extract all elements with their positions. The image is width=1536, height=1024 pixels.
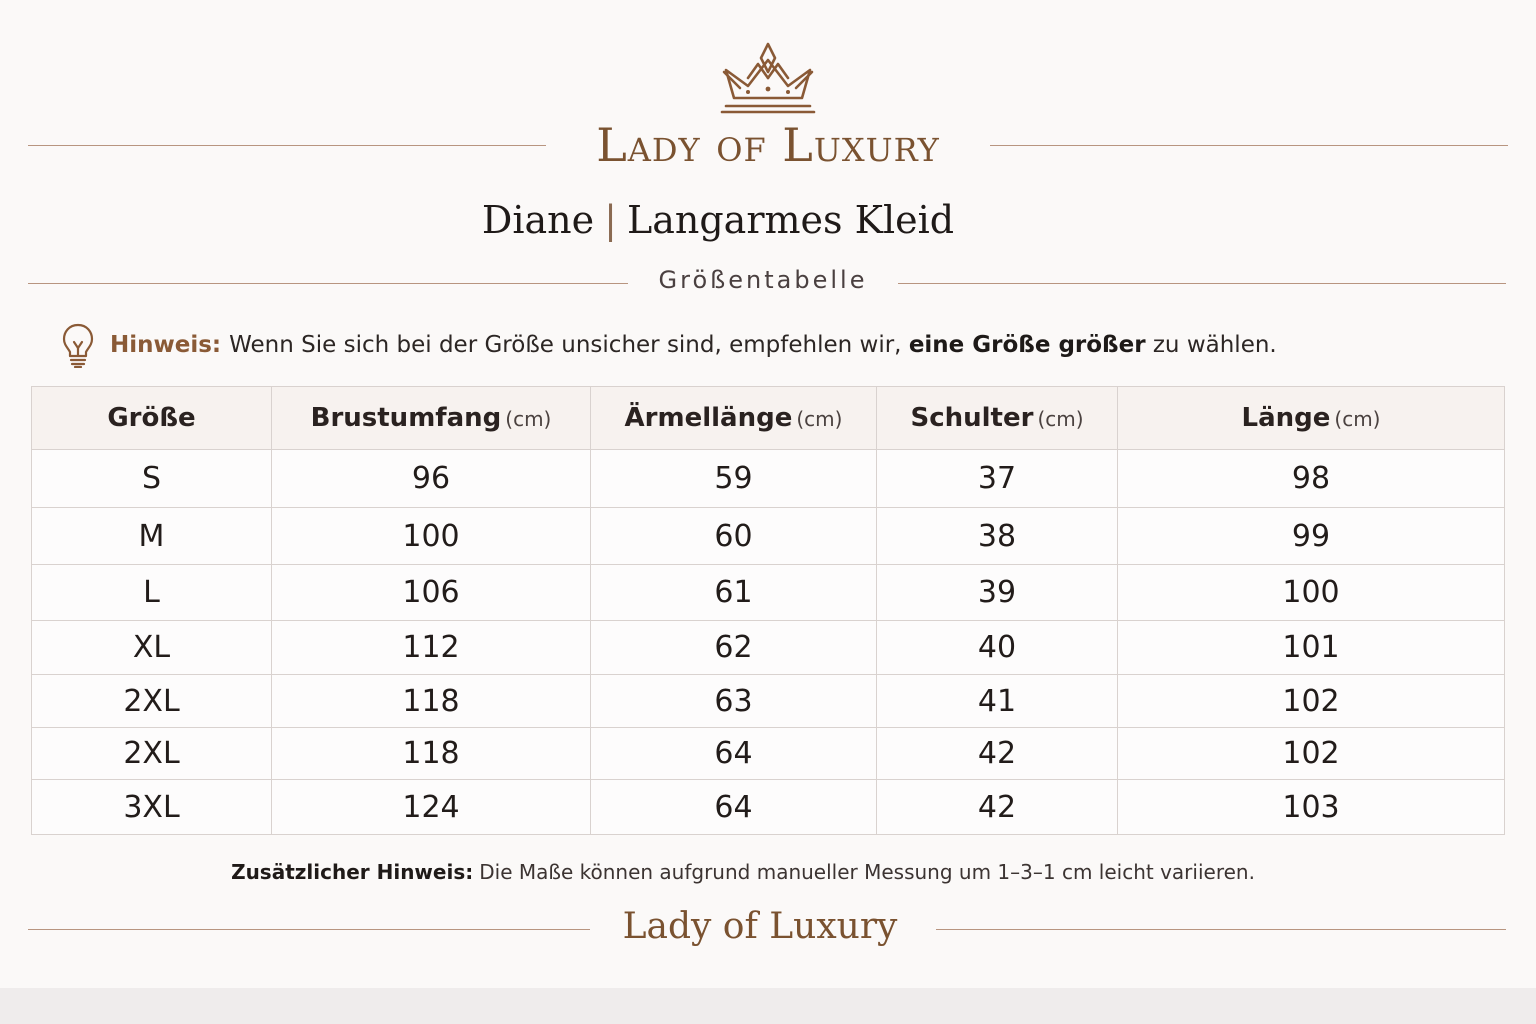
- footer-brand: Lady of Luxury: [622, 906, 898, 947]
- sleeve-cell: 63: [591, 675, 877, 728]
- length-cell: 101: [1118, 621, 1505, 675]
- footer-divider-left: [28, 929, 590, 930]
- hint-label: Hinweis:: [110, 332, 222, 358]
- brand-logo-text: Lady of Luxury: [596, 118, 940, 172]
- length-cell: 100: [1118, 565, 1505, 621]
- sleeve-cell: 64: [591, 780, 877, 835]
- header-chest: Brustumfang (cm): [272, 387, 591, 450]
- table-row: [32, 565, 1505, 621]
- table-row: [32, 508, 1505, 565]
- length-cell: 103: [1118, 780, 1505, 835]
- chest-cell: 96: [272, 450, 591, 508]
- shoulder-cell: 40: [877, 621, 1118, 675]
- size-table: [31, 386, 1505, 835]
- table-row: [32, 780, 1505, 835]
- length-cell: 102: [1118, 675, 1505, 728]
- brand-divider-right: [990, 145, 1508, 146]
- header-length: Länge (cm): [1118, 387, 1505, 450]
- note-label: Zusätzlicher Hinweis:: [231, 860, 474, 884]
- chest-cell: 118: [272, 728, 591, 780]
- product-type: Langarmes Kleid: [626, 198, 955, 242]
- hint-text-after: zu wählen.: [1152, 332, 1277, 358]
- sleeve-cell: 62: [591, 621, 877, 675]
- note-text: Die Maße können aufgrund manueller Messung um 1–3–1 cm leicht variieren.: [479, 860, 1255, 884]
- size-cell: 3XL: [32, 780, 272, 835]
- table-row: [32, 621, 1505, 675]
- hint-text-before: Wenn Sie sich bei der Größe unsicher sind, empfehlen wir,: [229, 332, 902, 358]
- product-title: [0, 198, 1536, 242]
- table-header-row: [32, 387, 1505, 450]
- size-cell: L: [32, 565, 272, 621]
- lightbulb-icon: [60, 322, 96, 368]
- length-cell: 102: [1118, 728, 1505, 780]
- chest-cell: 106: [272, 565, 591, 621]
- chart-subtitle: Größentabelle: [658, 266, 868, 294]
- header-shoulder: Schulter (cm): [877, 387, 1118, 450]
- subtitle-divider-right: [898, 283, 1506, 284]
- size-cell: M: [32, 508, 272, 565]
- header-size: Größe: [32, 387, 272, 450]
- size-cell: XL: [32, 621, 272, 675]
- header-sleeve: Ärmellänge (cm): [591, 387, 877, 450]
- subtitle-divider-left: [28, 283, 628, 284]
- additional-note: [0, 860, 1536, 884]
- size-cell: S: [32, 450, 272, 508]
- length-cell: 99: [1118, 508, 1505, 565]
- shoulder-cell: 39: [877, 565, 1118, 621]
- shoulder-cell: 41: [877, 675, 1118, 728]
- table-row: [32, 728, 1505, 780]
- footer-divider-right: [936, 929, 1506, 930]
- sleeve-cell: 60: [591, 508, 877, 565]
- chest-cell: 112: [272, 621, 591, 675]
- size-cell: 2XL: [32, 728, 272, 780]
- brand-divider-left: [28, 145, 546, 146]
- sleeve-cell: 61: [591, 565, 877, 621]
- size-cell: 2XL: [32, 675, 272, 728]
- hint-emphasis: eine Größe größer: [908, 332, 1146, 358]
- sleeve-cell: 64: [591, 728, 877, 780]
- title-separator: |: [604, 198, 617, 242]
- table-row: [32, 675, 1505, 728]
- shoulder-cell: 37: [877, 450, 1118, 508]
- chest-cell: 118: [272, 675, 591, 728]
- size-hint: [60, 322, 1277, 368]
- length-cell: 98: [1118, 450, 1505, 508]
- shoulder-cell: 42: [877, 780, 1118, 835]
- chest-cell: 124: [272, 780, 591, 835]
- shoulder-cell: 38: [877, 508, 1118, 565]
- sleeve-cell: 59: [591, 450, 877, 508]
- crown-icon: [718, 40, 818, 114]
- product-model: Diane: [481, 198, 595, 242]
- chest-cell: 100: [272, 508, 591, 565]
- table-row: [32, 450, 1505, 508]
- shoulder-cell: 42: [877, 728, 1118, 780]
